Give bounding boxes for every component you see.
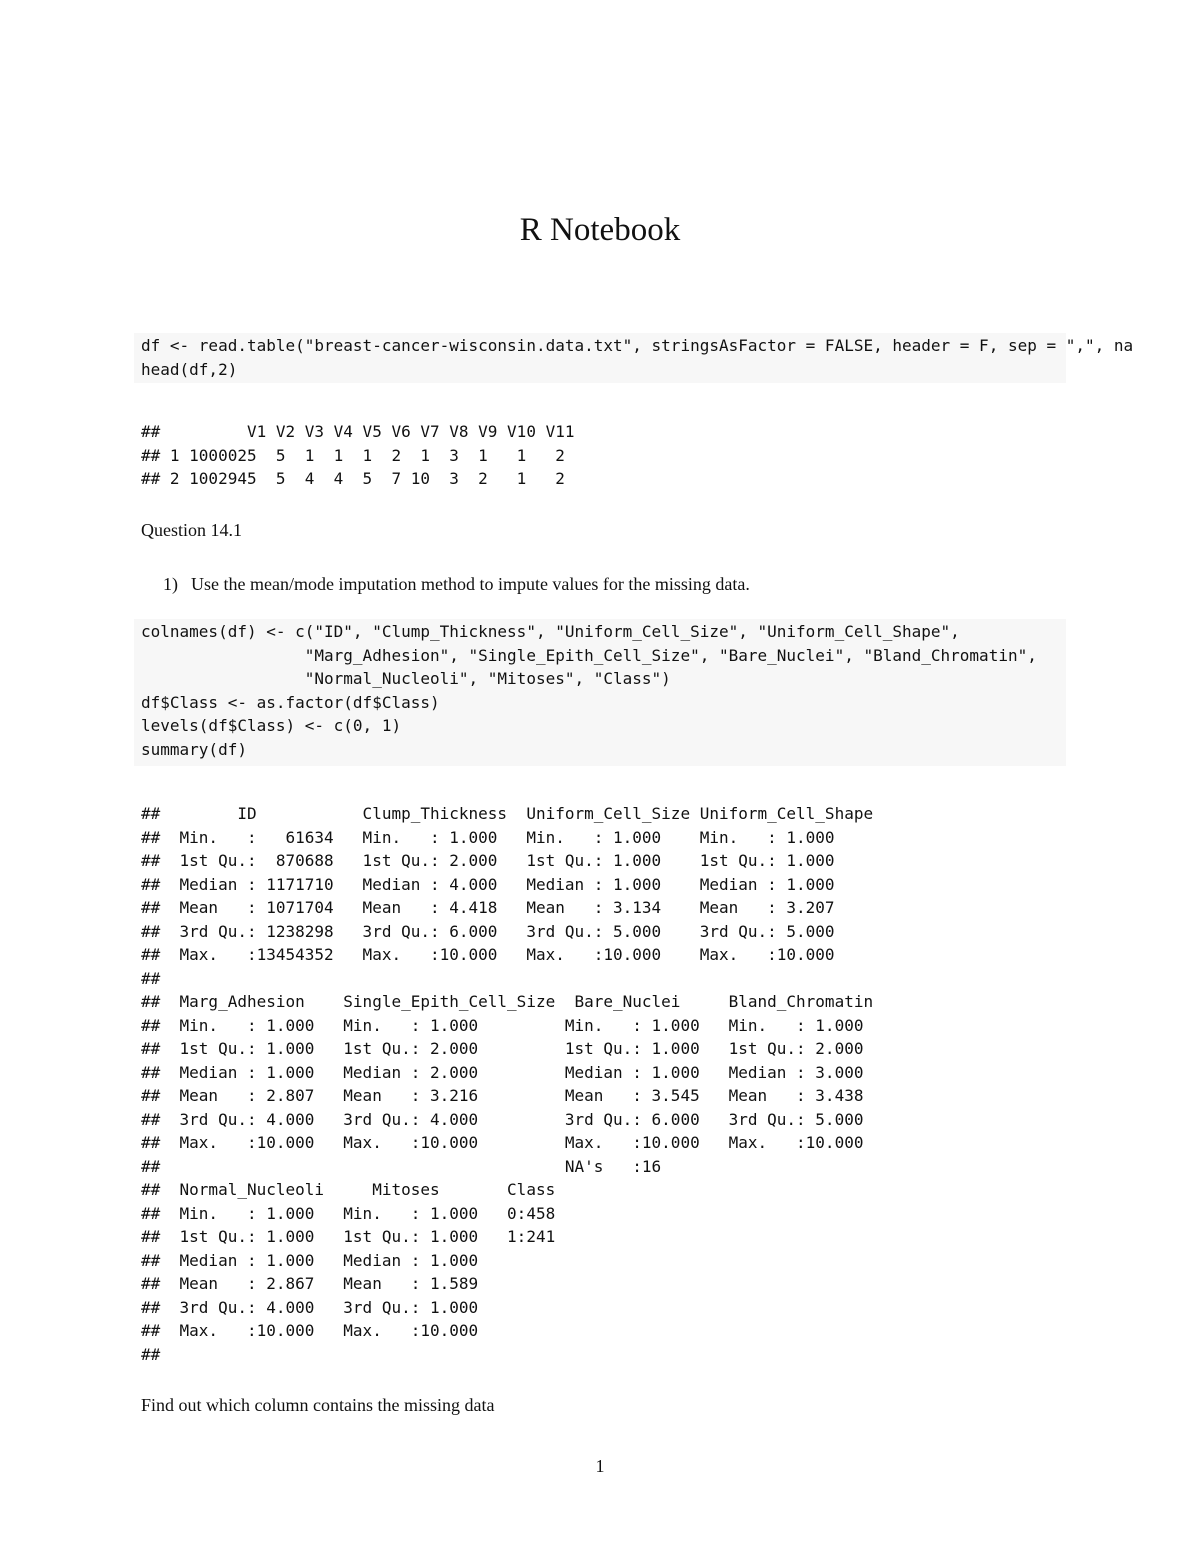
output-line: ## Max. :10.000 Max. :10.000 Max. :10.000 Max. :10.000: [141, 1133, 864, 1152]
output-line: ## Max. :10.000 Max. :10.000: [141, 1321, 479, 1340]
output-line: ## Median : 1.000 Median : 1.000: [141, 1250, 479, 1270]
output-block: [141, 802, 873, 1366]
question-heading: Question 14.1: [141, 520, 242, 540]
output-line: ## NA's :16: [141, 1156, 662, 1176]
output-line: ## 1st Qu.: 870688 1st Qu.: 2.000 1st Qu.: 1.000 1st Qu.: 1.000: [141, 851, 835, 870]
output-line: ## Normal_Nucleoli Mitoses Class: [141, 1180, 556, 1199]
code-line: head(df,2): [141, 359, 238, 379]
output-head: [141, 420, 574, 491]
output-line: ## 3rd Qu.: 1238298 3rd Qu.: 6.000 3rd Qu.: 5.000 3rd Qu.: 5.000: [141, 921, 835, 941]
output-line: ## Mean : 2.867 Mean : 1.589: [141, 1274, 479, 1293]
output-line: ## Median : 1171710 Median : 4.000 Median : 1.000 Median : 1.000: [141, 874, 835, 894]
output-block: [141, 420, 574, 491]
output-line: ## 1st Qu.: 1.000 1st Qu.: 1.000 1:241: [141, 1227, 556, 1246]
code-line: df <- read.table("breast-cancer-wisconsin.data.txt", stringsAsFactor = FALSE, header = F, sep = ",", na: [141, 336, 1134, 355]
code-line: colnames(df) <- c("ID", "Clump_Thickness", "Uniform_Cell_Size", "Uniform_Cell_Shape",: [141, 622, 960, 641]
output-line: ## 3rd Qu.: 4.000 3rd Qu.: 4.000 3rd Qu.: 6.000 3rd Qu.: 5.000: [141, 1109, 864, 1129]
output-line: ## Min. : 1.000 Min. : 1.000 Min. : 1.000 Min. : 1.000: [141, 1015, 864, 1035]
list-item-text: Use the mean/mode imputation method to impute values for the missing data.: [191, 574, 750, 594]
output-line: ## Max. :13454352 Max. :10.000 Max. :10.000 Max. :10.000: [141, 945, 835, 964]
output-line: ## 1 1000025 5 1 1 1 2 1 3 1 1 2: [141, 445, 565, 465]
find-missing-text: Find out which column contains the missing data: [141, 1395, 495, 1415]
list-item: [163, 574, 750, 595]
output-line: ## 3rd Qu.: 4.000 3rd Qu.: 1.000: [141, 1297, 479, 1317]
code-block: [134, 333, 1134, 381]
output-line: ## Mean : 1071704 Mean : 4.418 Mean : 3.134 Mean : 3.207: [141, 898, 835, 917]
code-line: summary(df): [141, 739, 247, 759]
output-summary: [141, 802, 873, 1366]
code-line: df$Class <- as.factor(df$Class): [141, 692, 440, 712]
list-item-number: 1): [163, 574, 178, 594]
output-line: ## 2 1002945 5 4 4 5 7 10 3 2 1 2: [141, 469, 565, 488]
page-title: R Notebook: [519, 212, 681, 248]
code-block: [134, 619, 1066, 761]
output-line: ## Marg_Adhesion Single_Epith_Cell_Size Bare_Nuclei Bland_Chromatin: [141, 992, 874, 1011]
output-line: ## Median : 1.000 Median : 2.000 Median : 1.000 Median : 3.000: [141, 1062, 864, 1082]
code-line: levels(df$Class) <- c(0, 1): [141, 716, 402, 735]
output-line: ## Mean : 2.807 Mean : 3.216 Mean : 3.545 Mean : 3.438: [141, 1086, 864, 1105]
output-line: ##: [141, 968, 161, 988]
code-chunk-summary: [134, 619, 1066, 766]
output-line: ## Min. : 1.000 Min. : 1.000 0:458: [141, 1203, 556, 1223]
output-line: ## ID Clump_Thickness Uniform_Cell_Size Uniform_Cell_Shape: [141, 804, 874, 823]
code-line: "Normal_Nucleoli", "Mitoses", "Class"): [141, 669, 671, 688]
output-line: ## 1st Qu.: 1.000 1st Qu.: 2.000 1st Qu.: 1.000 1st Qu.: 2.000: [141, 1039, 864, 1058]
code-line: "Marg_Adhesion", "Single_Epith_Cell_Size", "Bare_Nuclei", "Bland_Chromatin",: [141, 645, 1037, 665]
output-line: ## Min. : 61634 Min. : 1.000 Min. : 1.000 Min. : 1.000: [141, 827, 835, 847]
output-line: ## V1 V2 V3 V4 V5 V6 V7 V8 V9 V10 V11: [141, 422, 575, 441]
page-number: 1: [595, 1456, 605, 1476]
output-line: ##: [141, 1344, 161, 1364]
code-chunk-read-table: [134, 333, 1134, 383]
